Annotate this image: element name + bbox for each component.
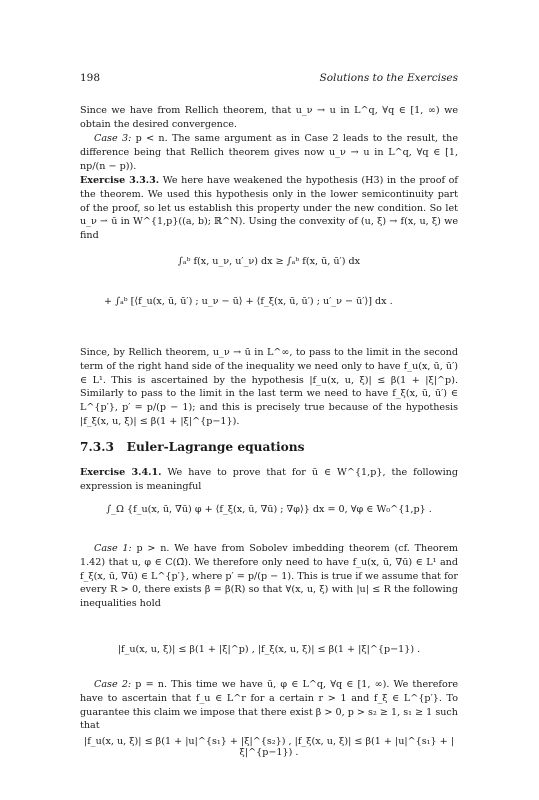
section-title: Euler-Lagrange equations xyxy=(126,440,305,454)
equation-growth-case-2: |f_u(x, u, ξ)| ≤ β(1 + |u|^{s₁} + |ξ|^{s₂}) , |f_ξ(x, u, ξ)| ≤ β(1 + |u|^{s₁} + |ξ|^{p−1}) . xyxy=(83,736,455,758)
case-2-label: Case 2: xyxy=(94,679,132,690)
paragraph-case-1 xyxy=(80,542,458,611)
paragraph-case-3 xyxy=(80,132,458,173)
page-number: 198 xyxy=(80,72,101,84)
section-number: 7.3.3 xyxy=(80,440,114,454)
exercise-3-4-1-label: Exercise 3.4.1. xyxy=(80,467,162,478)
section-heading xyxy=(80,440,458,454)
exercise-3-4-1-text: We have to prove that for ū ∈ W^{1,p}, the following expression is meaningful xyxy=(80,467,458,492)
case-3-text: p < n. The same argument as in Case 2 leads to the result, the difference being that Rellich theorem gives now u_ν → u in L^q, ∀q ∈ [1, np/(n − p)). xyxy=(80,133,459,172)
exercise-3-3-3-label: Exercise 3.3.3. xyxy=(80,175,160,186)
page-header xyxy=(80,72,458,86)
exercise-3-3-3-text: We here have weakened the hypothesis (H3) in the proof of the theorem. We used this hypothesis only in the lower semicontinuity part of the proof, so let us establish this property under the new condition. So let u_ν ⇀ ū in W^{1,p}((a, b); ℝ^N). Using the convexity of (u, ξ) → f(x, u, ξ) we find xyxy=(80,175,458,242)
case-1-text: p > n. We have from Sobolev imbedding theorem (cf. Theorem 1.42) that u, φ ∈ C(Ω̄). We therefore only need to have f_u(x, ū, ∇ū) ∈ L¹ and f_ξ(x, ū, ∇ū) ∈ L^{p′}, where p′ = p/(p − 1). This is true if we assume that for every R > 0, there exists β = β(R) so that ∀(x, u, ξ) with |u| ≤ R the following inequalities hold xyxy=(80,543,459,610)
paragraph-exercise-3-3-3 xyxy=(80,174,458,243)
equation-growth-case-1: |f_u(x, u, ξ)| ≤ β(1 + |ξ|^p) , |f_ξ(x, u, ξ)| ≤ β(1 + |ξ|^{p−1}) . xyxy=(117,644,421,655)
paragraph-pass-to-limit: Since, by Rellich theorem, u_ν → ū in L^∞, to pass to the limit in the second term of the right hand side of the inequality we need only to have f_u(x, ū, ū′) ∈ L¹. This is ascertained by the hypothesis |f_u(x, u, ξ)| ≤ β(1 + |ξ|^p). Similarly to pass to the limit in the last term we need to have f_ξ(x, ū, ū′) ∈ L^{p′}, p′ = p/(p − 1); and this is precisely true because of the hypothesis |f_ξ(x, u, ξ)| ≤ β(1 + |ξ|^{p−1}). xyxy=(80,347,458,427)
paragraph-rellich-convergence: Since we have from Rellich theorem, that u_ν → u in L^q, ∀q ∈ [1, ∞) we obtain the desired convergence. xyxy=(80,105,458,130)
case-3-label: Case 3: xyxy=(94,133,132,144)
case-1-label: Case 1: xyxy=(94,543,132,554)
equation-weak-euler-lagrange: ∫_Ω {f_u(x, ū, ∇ū) φ + ⟨f_ξ(x, ū, ∇ū) ; ∇φ⟩} dx = 0, ∀φ ∈ W₀^{1,p} . xyxy=(106,504,432,515)
equation-lower-semicontinuity: ∫ₐᵇ f(x, u_ν, u′_ν) dx ≥ ∫ₐᵇ f(x, ū, ū′) dx xyxy=(177,256,361,267)
paragraph-case-2 xyxy=(80,678,458,733)
paragraph-exercise-3-4-1 xyxy=(80,466,458,494)
equation-remainder-term: + ∫ₐᵇ [⟨f_u(x, ū, ū′) ; u_ν − ū⟩ + ⟨f_ξ(x, ū, ū′) ; u′_ν − ū′⟩] dx . xyxy=(104,296,393,307)
case-2-text: p = n. This time we have ū, φ ∈ L^q, ∀q ∈ [1, ∞). We therefore have to ascertain that f_u ∈ L^r for a certain r > 1 and f_ξ ∈ L^{p′}. To guarantee this claim we impose that there exist β > 0, p > s₂ ≥ 1, s₁ ≥ 1 such that xyxy=(80,679,458,732)
running-title: Solutions to the Exercises xyxy=(319,72,458,84)
